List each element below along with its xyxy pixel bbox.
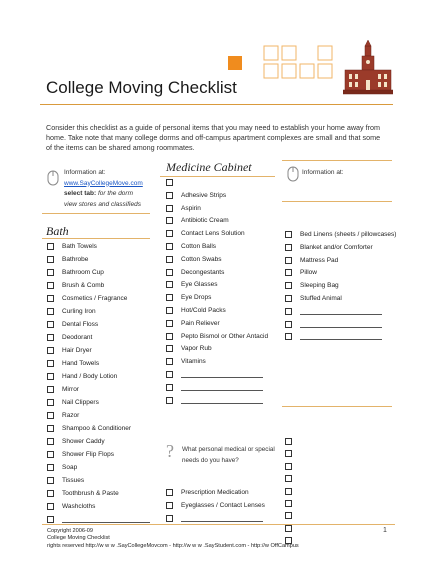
checkbox[interactable] <box>166 192 173 199</box>
checkbox[interactable] <box>47 451 54 458</box>
checkbox[interactable] <box>285 475 292 482</box>
checkbox[interactable] <box>285 282 292 289</box>
item-label: Brush & Comb <box>62 282 105 289</box>
checkbox[interactable] <box>47 425 54 432</box>
item-label: Hand / Body Lotion <box>62 373 118 380</box>
computer-mouse-icon-right <box>287 166 299 182</box>
checkbox[interactable] <box>47 256 54 263</box>
checkbox[interactable] <box>166 179 173 186</box>
checkbox[interactable] <box>47 243 54 250</box>
item-label: Sleeping Bag <box>300 282 339 290</box>
checkbox[interactable] <box>47 399 54 406</box>
item-label: Cosmetics / Fragrance <box>62 295 128 302</box>
checkbox[interactable] <box>47 347 54 354</box>
checkbox[interactable] <box>166 294 173 301</box>
checkbox[interactable] <box>47 438 54 445</box>
item-label: Vitamins <box>181 358 206 366</box>
item-label: Blanket and/or Comforter <box>300 243 373 251</box>
checkbox[interactable] <box>166 320 173 327</box>
item-label: Eye Drops <box>181 294 212 302</box>
view-stores-text: view stores and classifieds <box>64 200 141 208</box>
item-label: Vapor Rub <box>181 345 212 353</box>
blank-line[interactable] <box>300 327 382 328</box>
blank-line[interactable] <box>181 390 263 391</box>
item-label: Soap <box>62 464 78 471</box>
item-label: Prescription Medication <box>181 489 249 496</box>
checkbox[interactable] <box>166 358 173 365</box>
item-label: Tissues <box>62 477 85 484</box>
checkbox[interactable] <box>166 333 173 340</box>
bath-divider <box>42 238 150 239</box>
item-label: Razor <box>62 412 80 419</box>
right-mid-divider <box>282 406 392 407</box>
checkbox[interactable] <box>285 295 292 302</box>
checkbox[interactable] <box>47 321 54 328</box>
info-left-divider <box>42 213 150 214</box>
right-top-divider <box>282 160 392 161</box>
right-info-divider <box>282 201 392 202</box>
item-label: Hot/Cold Packs <box>181 307 226 314</box>
info-label-right: Information at: <box>302 169 344 176</box>
checkbox[interactable] <box>285 231 292 238</box>
checkbox[interactable] <box>47 295 54 302</box>
item-label: Bed Linens (sheets / pillowcases) <box>300 231 397 238</box>
checkbox[interactable] <box>285 512 292 519</box>
blank-line[interactable] <box>300 339 382 340</box>
medicine-list <box>166 177 286 387</box>
footer-rights-part3: OffCampus <box>270 543 299 549</box>
checkbox[interactable] <box>166 502 173 509</box>
item-label: Toothbrush & Paste <box>62 490 119 497</box>
item-label: Cotton Balls <box>181 243 217 250</box>
checkbox[interactable] <box>285 450 292 457</box>
item-label: Shampoo & Conditioner <box>62 425 132 432</box>
item-label: Dental Floss <box>62 321 99 328</box>
blank-line[interactable] <box>181 377 263 378</box>
item-label: Curling Iron <box>62 308 96 315</box>
item-label: Bathrobe <box>62 256 89 263</box>
item-label: Bath Towels <box>62 243 97 250</box>
checkbox[interactable] <box>166 243 173 250</box>
item-label: Pillow <box>300 269 317 277</box>
special-needs-question: What personal medical or special needs do you have? <box>182 446 275 464</box>
item-label: Washcloths <box>62 503 96 510</box>
title-divider <box>40 104 393 105</box>
checkbox[interactable] <box>166 307 173 314</box>
checkbox[interactable] <box>47 464 54 471</box>
checkbox[interactable] <box>285 525 292 532</box>
saycollegemove-link[interactable]: www.SayCollegeMove.com <box>64 179 143 187</box>
footer-divider <box>42 524 395 525</box>
question-mark-icon: ? <box>166 441 174 461</box>
checkbox[interactable] <box>166 230 173 237</box>
item-label: Adhesive Strips <box>181 191 227 199</box>
footer-doc-name: College Moving Checklist <box>47 535 110 541</box>
checkbox[interactable] <box>166 515 173 522</box>
item-label: Eye Glasses <box>181 281 218 289</box>
blank-line[interactable] <box>300 314 382 315</box>
footer-rights <box>47 543 299 549</box>
item-label: Contact Lens Solution <box>181 230 245 238</box>
item-label: Mattress Pad <box>300 256 339 264</box>
checkbox[interactable] <box>166 397 173 404</box>
checkbox[interactable] <box>285 333 292 340</box>
checkbox[interactable] <box>47 308 54 315</box>
blank-line[interactable] <box>62 522 150 523</box>
hall-building-icon <box>343 40 393 98</box>
checkbox[interactable] <box>47 282 54 289</box>
checkbox[interactable] <box>47 412 54 419</box>
checkbox[interactable] <box>47 477 54 484</box>
checkbox[interactable] <box>285 269 292 276</box>
item-label: Deodorant <box>62 334 93 341</box>
checkbox[interactable] <box>166 345 173 352</box>
item-label: Bathroom Cup <box>62 269 104 276</box>
item-label: Nail Clippers <box>62 399 99 406</box>
medicine-heading: Medicine Cabinet <box>166 160 252 174</box>
checkbox[interactable] <box>285 438 292 445</box>
page-number: 1 <box>383 527 387 534</box>
checkbox[interactable] <box>166 217 173 224</box>
checkbox[interactable] <box>47 360 54 367</box>
checkbox[interactable] <box>47 516 54 523</box>
checkbox[interactable] <box>47 269 54 276</box>
item-label: Pepto Bismol or Other Antacid <box>181 332 269 340</box>
intro-paragraph: Consider this checklist as a guide of personal items that you may need to establish your home away from home. Take note that many college dorms and off-campus apartment complexes are small and that some of the items can be shared among roommates. <box>46 123 381 152</box>
item-label: Cotton Swabs <box>181 255 222 263</box>
blank-line[interactable] <box>181 521 263 522</box>
computer-mouse-icon <box>47 170 59 186</box>
item-label: Aspirin <box>181 204 201 212</box>
item-label: Hand Towels <box>62 360 100 367</box>
footer-copyright: Copyright 2006-09 <box>47 528 94 534</box>
checkbox[interactable] <box>47 503 54 510</box>
info-box-right <box>302 168 344 179</box>
checkbox[interactable] <box>166 281 173 288</box>
item-label: Antibiotic Cream <box>181 217 229 225</box>
bath-list <box>47 241 157 531</box>
item-label: Stuffed Animal <box>300 295 342 302</box>
bath-heading: Bath <box>46 224 69 238</box>
item-label: Shower Caddy <box>62 438 105 445</box>
item-label: Eyeglasses / Contact Lenses <box>181 502 265 509</box>
select-tab-text: for the dorm <box>96 190 134 197</box>
checkbox[interactable] <box>285 500 292 507</box>
footer-rights-part2: com - http://w w w .SayStudent.com - http://w <box>157 543 269 549</box>
item-label: Mirror <box>62 386 79 393</box>
page-title: College Moving Checklist <box>46 78 237 97</box>
checkbox[interactable] <box>47 490 54 497</box>
checkbox[interactable] <box>166 489 173 496</box>
item-label: Pain Reliever <box>181 319 220 327</box>
info-label: Information at: <box>64 169 106 176</box>
info-box-left <box>64 168 143 210</box>
item-label: Decongestants <box>181 268 225 276</box>
checkbox[interactable] <box>285 244 292 251</box>
checkbox[interactable] <box>285 257 292 264</box>
medicine-bottom-list <box>166 487 286 537</box>
footer-rights-part1: rights reserved http://w w w .SayCollegeMov <box>47 543 158 549</box>
checkbox[interactable] <box>47 334 54 341</box>
blank-line[interactable] <box>181 403 263 404</box>
checkbox[interactable] <box>166 269 173 276</box>
item-label: Shower Flip Flops <box>62 451 115 458</box>
checkbox[interactable] <box>47 373 54 380</box>
checkbox[interactable] <box>166 384 173 391</box>
checkbox[interactable] <box>166 256 173 263</box>
checkbox[interactable] <box>285 488 292 495</box>
right-list <box>285 229 405 359</box>
select-tab-label: select tab: <box>64 190 97 197</box>
checkbox[interactable] <box>47 386 54 393</box>
checkbox[interactable] <box>166 205 173 212</box>
checkbox[interactable] <box>285 321 292 328</box>
orange-accent-square <box>228 56 242 70</box>
right-bottom-list <box>285 436 315 551</box>
checkbox[interactable] <box>285 308 292 315</box>
checkbox[interactable] <box>166 371 173 378</box>
checkbox[interactable] <box>285 463 292 470</box>
item-label: Hair Dryer <box>62 347 92 354</box>
